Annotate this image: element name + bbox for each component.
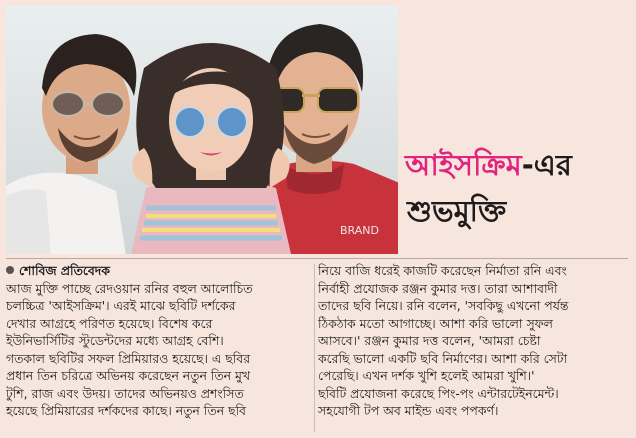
headline-line-2: শুভমুক্তি bbox=[407, 194, 507, 228]
body-line: আসবে।' রঞ্জন কুমার দত্ত বলেন, 'আমরা চেষ্টা bbox=[318, 333, 541, 348]
column-rule bbox=[314, 264, 315, 432]
headline-suffix: -এর bbox=[521, 148, 572, 182]
shirt-text: BRAND bbox=[340, 224, 379, 237]
body-line: নির্বাহী প্রযোজক রঞ্জন কুমার দত্ত। তারা আশাবাদী bbox=[318, 280, 558, 296]
article-column-left bbox=[6, 262, 312, 420]
body-line: ছবিটি প্রযোজনা করেছে পিং-পং এন্টারটেইনমেন্ট। bbox=[318, 385, 559, 401]
body-line: করেছি ভালো একটি ছবি নির্মাণের। আশা করি সেটা bbox=[318, 350, 568, 366]
body-line: তাদের ছবি নিয়ে। রনি বলেন, 'সবকিছু এখনো পর্যন্ত bbox=[318, 298, 569, 313]
bullet-icon bbox=[6, 266, 14, 274]
body-line: নিয়ে বাজি ধরেই কাজটি করেছেন নির্মাতা রনি এবং bbox=[318, 263, 567, 278]
body-line: গতকাল ছবিটির সফল প্রিমিয়ারও হয়েছে। এ ছবির bbox=[6, 350, 251, 366]
byline bbox=[6, 262, 312, 280]
body-line: ঠিকঠাক মতো আগাচ্ছে। আশা করি ভালো সুফল bbox=[318, 315, 553, 331]
body-line: দেখার আগ্রহে পরিণত হয়েছে। বিশেষ করে bbox=[6, 315, 213, 331]
body-line: প্রধান তিন চরিত্রে অভিনয় করেছেন নতুন তিন মুখ bbox=[6, 368, 251, 383]
body-line: টুশি, রাজ এবং উদয়। তাদের অভিনয়ও প্রশংসিত bbox=[6, 385, 244, 401]
body-line: পেরেছি। এখন দর্শক খুশি হলেই আমরা খুশি।' bbox=[318, 368, 535, 383]
body-line: চলচ্চিত্র 'আইসক্রিম'। এরই মাঝে ছবিটি দর্শকের bbox=[6, 298, 236, 313]
body-line: সহযোগী টপ অব মাইন্ড এবং পপকর্ণ। bbox=[318, 403, 499, 418]
body-line: আজ মুক্তি পাচ্ছে রেদওয়ান রনির বহুল আলোচিত bbox=[6, 280, 253, 296]
headline-line-1 bbox=[405, 148, 572, 182]
byline-text: শোবিজ প্রতিবেদক bbox=[19, 263, 110, 278]
headline-title: আইসক্রিম bbox=[405, 148, 522, 182]
headline bbox=[405, 148, 630, 238]
person-middle bbox=[116, 38, 306, 254]
section-divider bbox=[6, 258, 628, 259]
body-line: হয়েছে প্রিমিয়ারের দর্শকদের কাছে। নতুন তিন ছবি bbox=[6, 403, 246, 418]
article-column-right bbox=[318, 262, 630, 420]
article-photo bbox=[6, 6, 398, 254]
body-line: ইউনিভার্সিটির স্টুডেন্টদের মধ্যে আগ্রহ বেশি। bbox=[6, 333, 224, 348]
